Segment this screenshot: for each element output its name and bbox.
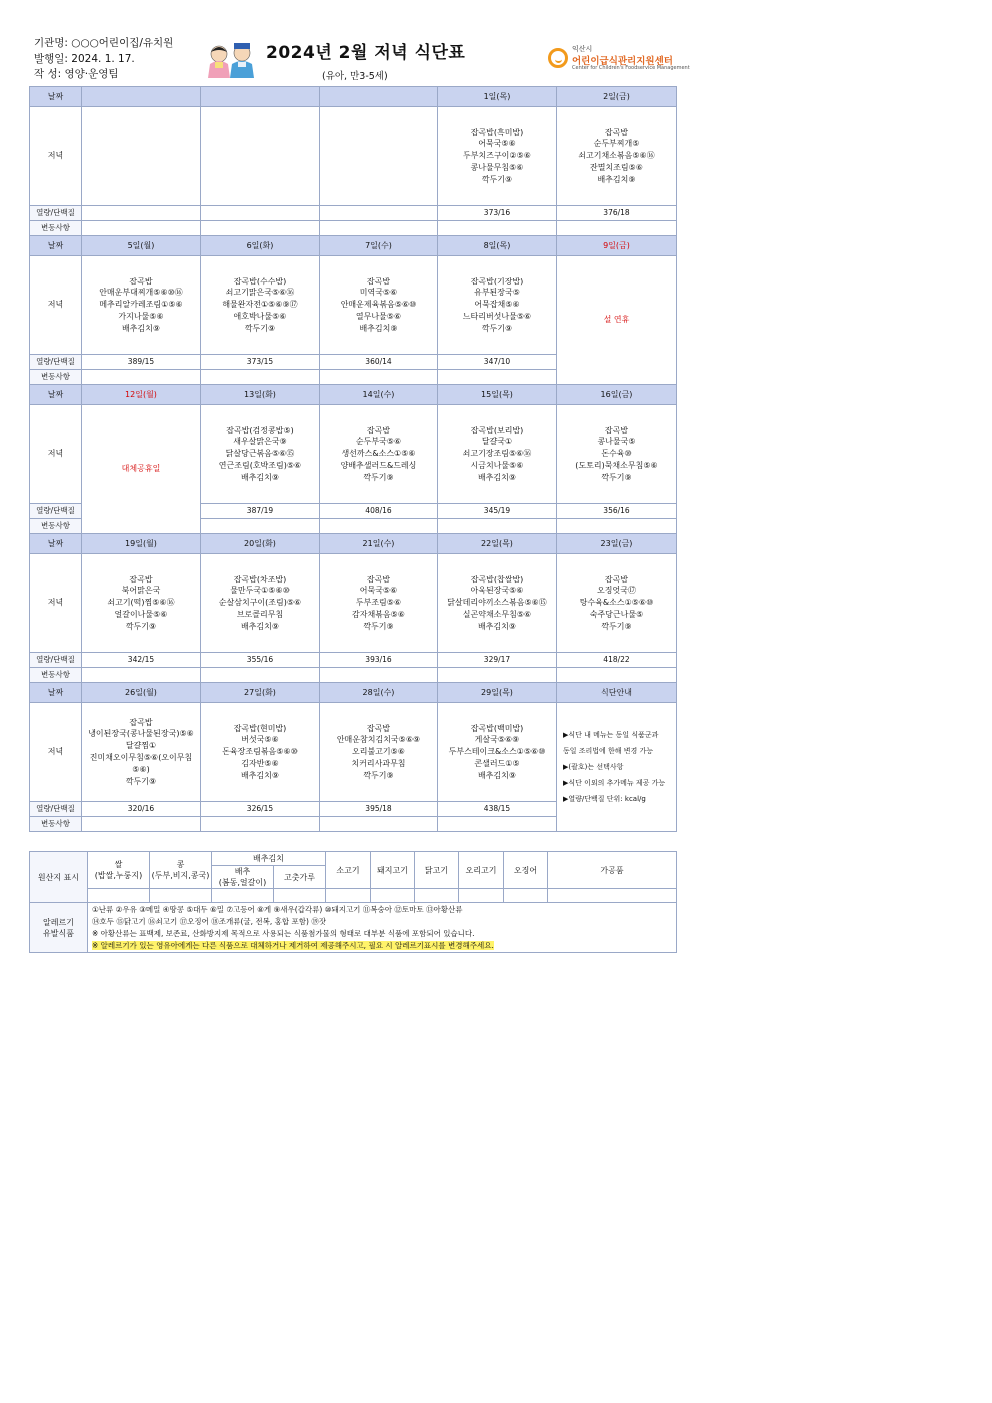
date-label: 날짜 (30, 87, 82, 107)
author: 작 성: 영양·운영팀 (34, 68, 119, 80)
change-cell (82, 370, 201, 385)
allergy-label (30, 903, 88, 953)
origin-squid: 오징어 (504, 852, 548, 889)
date-cell (82, 87, 201, 107)
kcal-cell: 387/19 (201, 504, 320, 519)
change-cell (82, 221, 201, 236)
change-cell (320, 370, 438, 385)
date-cell: 식단안내 (557, 683, 677, 703)
issue-date: 발행일: 2024. 1. 17. (34, 52, 135, 65)
menu-item: (도토리)묵채소무침⑤⑥ (575, 460, 658, 470)
menu-item: 연근조림(호박조림)⑤⑥ (218, 460, 302, 470)
change-cell (320, 221, 438, 236)
menu-item: 오리불고기⑤⑥ (352, 747, 405, 757)
menu-item: 쇠고기(떡)찜⑤⑥⑯ (107, 598, 175, 608)
origin-kimchi: 배추김치 (212, 852, 326, 866)
date-cell: 28일(수) (320, 683, 438, 703)
guide-line: ▶식단 내 메뉴는 동일 식품군과 (563, 731, 659, 739)
menu-item: 새우살맑은국⑨ (233, 437, 287, 447)
menu-item: 쇠고기채소볶음⑤⑥⑯ (578, 151, 655, 161)
date-cell: 6일(화) (201, 236, 320, 256)
menu-item: 잡곡밥(수수밥) (233, 276, 287, 286)
menu-item: 잡곡밥 (366, 723, 391, 733)
menu-guide (557, 703, 677, 832)
menu-item: 깍두기⑨ (125, 621, 157, 631)
menu-item: 잡곡밥 (604, 127, 629, 137)
origin-value-cell (459, 889, 504, 903)
guide-line: ▶식단 이외의 추가메뉴 제공 가능 (563, 779, 666, 787)
menu-cell (201, 554, 320, 653)
menu-cell (557, 554, 677, 653)
menu-item: 쇠고기장조림⑤⑥⑯ (462, 449, 532, 459)
origin-bean-label: 콩 (176, 860, 185, 869)
menu-item: 버섯국⑤⑥ (241, 735, 279, 745)
menu-cell (438, 703, 557, 802)
date-row (30, 236, 677, 256)
menu-item: 시금치나물⑤⑥ (470, 460, 524, 470)
date-row (30, 534, 677, 554)
kcal-label: 열량/단백질 (30, 802, 82, 817)
menu-item: 잡곡밥 (366, 276, 391, 286)
change-cell (201, 668, 320, 683)
date-cell: 27일(화) (201, 683, 320, 703)
menu-item: 안매운부대찌개⑤⑥⑩⑯ (99, 288, 183, 298)
menu-item: 냉이된장국(콩나물된장국)⑤⑥ (88, 729, 194, 739)
menu-table (29, 86, 677, 832)
kcal-cell: 373/15 (201, 355, 320, 370)
logo-city: 익산시 (572, 45, 593, 53)
menu-item: 생선까스&소스①⑤⑥ (341, 449, 416, 459)
dinner-row (30, 703, 677, 802)
change-cell (557, 668, 677, 683)
menu-item: 콘샐러드①⑤ (474, 758, 520, 768)
kcal-cell: 393/16 (320, 653, 438, 668)
menu-item: 깍두기⑨ (481, 174, 513, 184)
date-cell: 9일(금) (557, 236, 677, 256)
menu-item: 잡곡밥 (366, 574, 391, 584)
menu-item: 어묵잡채⑤⑥ (474, 300, 520, 310)
change-label: 변동사항 (30, 817, 82, 832)
menu-item: 잡곡밥(차조밥) (233, 574, 287, 584)
origin-value-cell (504, 889, 548, 903)
kcal-cell: 320/16 (82, 802, 201, 817)
origin-kimchi-cabbage (212, 866, 274, 889)
kcal-cell: 438/15 (438, 802, 557, 817)
change-label: 변동사항 (30, 519, 82, 534)
menu-item: 해물완자전①⑤⑥⑨⑰ (222, 300, 298, 310)
origin-duck: 오리고기 (459, 852, 504, 889)
origin-kimchi-pepper: 고춧가루 (274, 866, 326, 889)
date-label: 날짜 (30, 534, 82, 554)
date-cell: 22일(목) (438, 534, 557, 554)
menu-item: 달걀국① (481, 437, 513, 447)
menu-item: 깍두기⑨ (363, 472, 394, 482)
menu-item: 깍두기⑨ (481, 323, 513, 333)
menu-item: 깍두기⑨ (363, 621, 394, 631)
origin-value-cell (415, 889, 459, 903)
kcal-cell: 326/15 (201, 802, 320, 817)
menu-item: 잡곡밥(보리밥) (470, 425, 524, 435)
origin-value-cell (548, 889, 677, 903)
kcal-label: 열량/단백질 (30, 653, 82, 668)
menu-item: 가지나물⑤⑥ (118, 311, 164, 321)
page-title: 2024년 2월 저녁 식단표 (266, 43, 466, 63)
origin-cabbage-label: 배추 (234, 867, 251, 876)
menu-cell (82, 554, 201, 653)
origin-value-cell (88, 889, 150, 903)
kcal-cell: 356/16 (557, 504, 677, 519)
dinner-label: 저녁 (30, 405, 82, 504)
menu-item: 잡곡밥 (604, 574, 629, 584)
menu-item: 잡곡밥(백미밥) (470, 723, 524, 733)
origin-processed: 가공품 (548, 852, 677, 889)
menu-cell (320, 405, 438, 504)
change-cell (557, 221, 677, 236)
kcal-label: 열량/단백질 (30, 504, 82, 519)
date-cell: 7일(수) (320, 236, 438, 256)
kcal-row (30, 206, 677, 221)
menu-item: 잡곡밥(현미밥) (233, 723, 287, 733)
menu-item: 물만두국①⑤⑥⑩ (230, 586, 290, 596)
menu-cell (201, 256, 320, 355)
change-cell (201, 817, 320, 832)
menu-item: 열무나물⑤⑥ (355, 311, 402, 321)
kcal-cell: 373/16 (438, 206, 557, 221)
menu-item: 진미채오이무침⑤⑥(오이무침⑤⑥) (89, 753, 193, 774)
date-label: 날짜 (30, 236, 82, 256)
menu-item: 잡곡밥 (129, 276, 153, 286)
menu-cell (320, 554, 438, 653)
menu-item: 얼갈이나물⑤⑥ (114, 609, 168, 619)
change-cell (82, 817, 201, 832)
menu-item: 애호박나물⑤⑥ (233, 311, 287, 321)
change-row (30, 221, 677, 236)
date-row (30, 683, 677, 703)
allergy-list (88, 903, 677, 953)
menu-item: 양배추샐러드&드레싱 (340, 460, 417, 470)
menu-item: 깍두기⑨ (601, 472, 632, 482)
menu-cell (82, 703, 201, 802)
change-cell (82, 668, 201, 683)
menu-cell (320, 703, 438, 802)
menu-item: 닭살데리야끼소스볶음⑤⑥⑮ (447, 598, 547, 608)
date-cell: 26일(월) (82, 683, 201, 703)
kcal-cell: 395/18 (320, 802, 438, 817)
date-cell: 29일(목) (438, 683, 557, 703)
menu-cell (557, 107, 677, 206)
guide-line: ▶(괄호)는 선택사항 (563, 763, 624, 771)
origin-bean-sub: (두부,비지,콩국) (151, 871, 210, 880)
change-cell (320, 668, 438, 683)
menu-cell (201, 405, 320, 504)
menu-item: 배추김치⑨ (359, 323, 398, 333)
origin-value-cell (274, 889, 326, 903)
dinner-row (30, 107, 677, 206)
menu-cell (201, 703, 320, 802)
menu-item: 오징엇국⑰ (597, 586, 636, 596)
dinner-label: 저녁 (30, 703, 82, 802)
menu-item: 깍두기⑨ (125, 776, 157, 786)
kcal-row (30, 653, 677, 668)
menu-cell (438, 256, 557, 355)
menu-item: 닭살당근볶음⑤⑥⑮ (225, 449, 295, 459)
allergy-line-3: ※ 아황산류는 표백제, 보존료, 산화방지제 목적으로 사용되는 식품첨가물의 형태로 대부분 식품에 포함되어 있습니다. (92, 928, 475, 938)
menu-item: 콩나물무침⑤⑥ (470, 162, 524, 172)
change-label: 변동사항 (30, 370, 82, 385)
dinner-label: 저녁 (30, 107, 82, 206)
guide-line: ▶열량/단백질 단위: kcal/g (563, 795, 646, 803)
date-cell: 14일(수) (320, 385, 438, 405)
kcal-cell: 389/15 (82, 355, 201, 370)
change-cell (438, 370, 557, 385)
date-cell: 8일(목) (438, 236, 557, 256)
menu-item: 브로콜리무침 (236, 609, 284, 619)
holiday-cell: 대체공휴일 (82, 405, 201, 534)
dinner-label: 저녁 (30, 256, 82, 355)
change-cell (557, 519, 677, 534)
allergy-notice: ※ 알레르기가 있는 영유아에게는 다른 식품으로 대체하거나 제거하여 제공해주시고, 필요 시 알레르기표시를 변경해주세요. (92, 940, 494, 950)
menu-item: 배추김치⑨ (121, 323, 161, 333)
menu-item: 잡곡밥 (604, 425, 629, 435)
menu-item: 잡곡밥(흑미밥) (470, 127, 524, 137)
change-label: 변동사항 (30, 668, 82, 683)
change-cell (438, 668, 557, 683)
menu-item: 잡곡밥(검정콩밥⑤) (226, 425, 294, 435)
kcal-cell (82, 206, 201, 221)
origin-rice (88, 852, 150, 889)
change-cell (320, 519, 438, 534)
menu-item: 배추김치⑨ (597, 174, 636, 184)
allergy-label-1: 알레르기 (43, 917, 74, 927)
kcal-cell: 345/19 (438, 504, 557, 519)
menu-item: 콩나물국⑤ (597, 437, 636, 447)
dinner-label: 저녁 (30, 554, 82, 653)
menu-item: 깍두기⑨ (601, 621, 632, 631)
kcal-cell: 360/14 (320, 355, 438, 370)
menu-cell (438, 554, 557, 653)
kcal-cell (201, 206, 320, 221)
menu-item: 숙주당근나물⑤ (589, 609, 644, 619)
menu-item: 잡곡밥 (366, 425, 391, 435)
menu-cell (438, 107, 557, 206)
allergy-label-2: 유발식품 (43, 928, 74, 938)
header-meta (34, 36, 173, 83)
menu-item: 잔멸치조림⑤⑥ (590, 162, 643, 172)
change-row (30, 668, 677, 683)
menu-item: 안매운제육볶음⑤⑥⑩ (340, 300, 417, 310)
change-cell (201, 221, 320, 236)
origin-value-cell (326, 889, 371, 903)
date-cell: 20일(화) (201, 534, 320, 554)
date-cell (320, 87, 438, 107)
date-cell (201, 87, 320, 107)
menu-item: 안매운참치김치국⑤⑥⑨ (336, 735, 421, 745)
date-cell: 19일(월) (82, 534, 201, 554)
menu-item: 어묵국⑤⑥ (478, 139, 516, 149)
kcal-label: 열량/단백질 (30, 206, 82, 221)
kcal-cell: 329/17 (438, 653, 557, 668)
kcal-cell: 418/22 (557, 653, 677, 668)
origin-chicken: 닭고기 (415, 852, 459, 889)
menu-item: 감자채볶음⑤⑥ (352, 609, 405, 619)
menu-item: 배추김치⑨ (240, 472, 280, 482)
center-logo (548, 44, 690, 74)
origin-value-cell (212, 889, 274, 903)
allergy-line-1: ①난류 ②우유 ③메밀 ④땅콩 ⑤대두 ⑥밀 ⑦고등어 ⑧게 ⑨새우(갑각류) ⑩돼지고기 ⑪복숭아 ⑫토마토 ⑬아황산류 (92, 904, 463, 914)
change-cell (201, 370, 320, 385)
origin-value-cell (371, 889, 415, 903)
kcal-cell: 342/15 (82, 653, 201, 668)
menu-item: 순두부국⑤⑥ (355, 437, 402, 447)
menu-item: 아욱된장국⑤⑥ (470, 586, 524, 596)
smile-logo-icon (548, 48, 568, 68)
origin-rice-sub: (밥쌀,누룽지) (94, 871, 143, 880)
institution-name: 기관명: ○○○어린이집/유치원 (34, 37, 174, 49)
menu-item: 느타리버섯나물⑤⑥ (462, 311, 532, 321)
menu-item: 잡곡밥(찹쌀밥) (470, 574, 524, 584)
menu-item: 배추김치⑨ (240, 770, 280, 780)
kcal-cell: 408/16 (320, 504, 438, 519)
kcal-label: 열량/단백질 (30, 355, 82, 370)
date-cell: 16일(금) (557, 385, 677, 405)
menu-item: 두부조림⑤⑥ (355, 598, 402, 608)
date-cell: 15일(목) (438, 385, 557, 405)
menu-item: 깍두기⑨ (244, 323, 276, 333)
page-subtitle: (유아, 만3-5세) (322, 71, 388, 82)
menu-item: 달걀찜① (125, 741, 157, 751)
date-cell: 5일(월) (82, 236, 201, 256)
kcal-cell: 376/18 (557, 206, 677, 221)
kcal-cell (320, 206, 438, 221)
logo-english: Center for Children's Foodservice Management (572, 65, 690, 71)
guide-line: 동일 조리법에 한해 변경 가능 (563, 747, 654, 755)
menu-item: 실곤약채소무침⑤⑥ (462, 609, 532, 619)
change-cell (438, 519, 557, 534)
date-label: 날짜 (30, 683, 82, 703)
logo-center-name: 어린이급식관리지원센터 (572, 56, 673, 67)
menu-item: 북어맑은국 (121, 586, 161, 596)
kcal-cell: 355/16 (201, 653, 320, 668)
origin-pork: 돼지고기 (371, 852, 415, 889)
allergy-line-2: ⑭호두 ⑮닭고기 ⑯쇠고기 ⑰오징어 ⑱조개류(굴, 전복, 홍합 포함) ⑲잣 (92, 916, 327, 926)
date-cell: 21일(수) (320, 534, 438, 554)
menu-item: 잡곡밥 (129, 574, 153, 584)
menu-item: 돈육장조림볶음⑤⑥⑩ (222, 747, 298, 757)
menu-item: 두부치즈구이②⑤⑥ (463, 151, 531, 161)
origin-bean (150, 852, 212, 889)
menu-cell (557, 405, 677, 504)
menu-cell (82, 107, 201, 206)
menu-item: 배추김치⑨ (477, 770, 517, 780)
kcal-cell: 347/10 (438, 355, 557, 370)
menu-cell (201, 107, 320, 206)
menu-item: 배추김치⑨ (477, 472, 517, 482)
origin-beef: 소고기 (326, 852, 371, 889)
allergy-line-4 (92, 940, 676, 952)
date-cell: 1일(목) (438, 87, 557, 107)
menu-item: 게살국⑤⑥⑨ (474, 735, 520, 745)
holiday-cell: 설 연휴 (557, 256, 677, 385)
change-cell (438, 221, 557, 236)
dinner-row (30, 405, 677, 504)
menu-item: 두부스테이크&소스①⑤⑥⑩ (448, 747, 546, 757)
date-row (30, 385, 677, 405)
date-cell: 12일(월) (82, 385, 201, 405)
menu-item: 잡곡밥(기장밥) (470, 276, 524, 286)
date-cell: 2일(금) (557, 87, 677, 107)
date-cell: 13일(화) (201, 385, 320, 405)
dinner-row (30, 554, 677, 653)
origin-cabbage-sub: (봄동,얼갈이) (218, 878, 267, 887)
menu-item: 쇠고기맑은국⑤⑥⑯ (225, 288, 295, 298)
origin-rice-label: 쌀 (114, 860, 123, 869)
dinner-row (30, 256, 677, 355)
origin-allergy-table (29, 851, 677, 953)
menu-item: 메추리알카레조림①⑤⑥ (99, 300, 183, 310)
menu-item: 돈수육⑩ (601, 449, 632, 459)
menu-cell (320, 256, 438, 355)
menu-cell (82, 256, 201, 355)
menu-item: 치커리사과무침 (351, 758, 406, 768)
menu-item: 배추김치⑨ (240, 621, 280, 631)
origin-value-cell (150, 889, 212, 903)
origin-label: 원산지 표시 (30, 852, 88, 903)
menu-item: 배추김치⑨ (477, 621, 517, 631)
children-illustration-icon (204, 40, 260, 78)
menu-item: 잡곡밥 (129, 717, 153, 727)
date-label: 날짜 (30, 385, 82, 405)
menu-item: 김자반⑤⑥ (241, 758, 279, 768)
menu-cell (320, 107, 438, 206)
change-cell (201, 519, 320, 534)
change-label: 변동사항 (30, 221, 82, 236)
menu-item: 유부된장국⑤ (474, 288, 520, 298)
menu-item: 순살삼치구이(조림)⑤⑥ (218, 598, 302, 608)
date-cell: 23일(금) (557, 534, 677, 554)
menu-item: 미역국⑤⑥ (359, 288, 398, 298)
date-row (30, 87, 677, 107)
change-cell (320, 817, 438, 832)
menu-item: 깍두기⑨ (363, 770, 394, 780)
change-cell (438, 817, 557, 832)
menu-cell (438, 405, 557, 504)
menu-item: 탕수육&소스①⑤⑥⑩ (579, 598, 654, 608)
menu-item: 어묵국⑤⑥ (359, 586, 398, 596)
menu-item: 순두부찌개⑤ (593, 139, 640, 149)
